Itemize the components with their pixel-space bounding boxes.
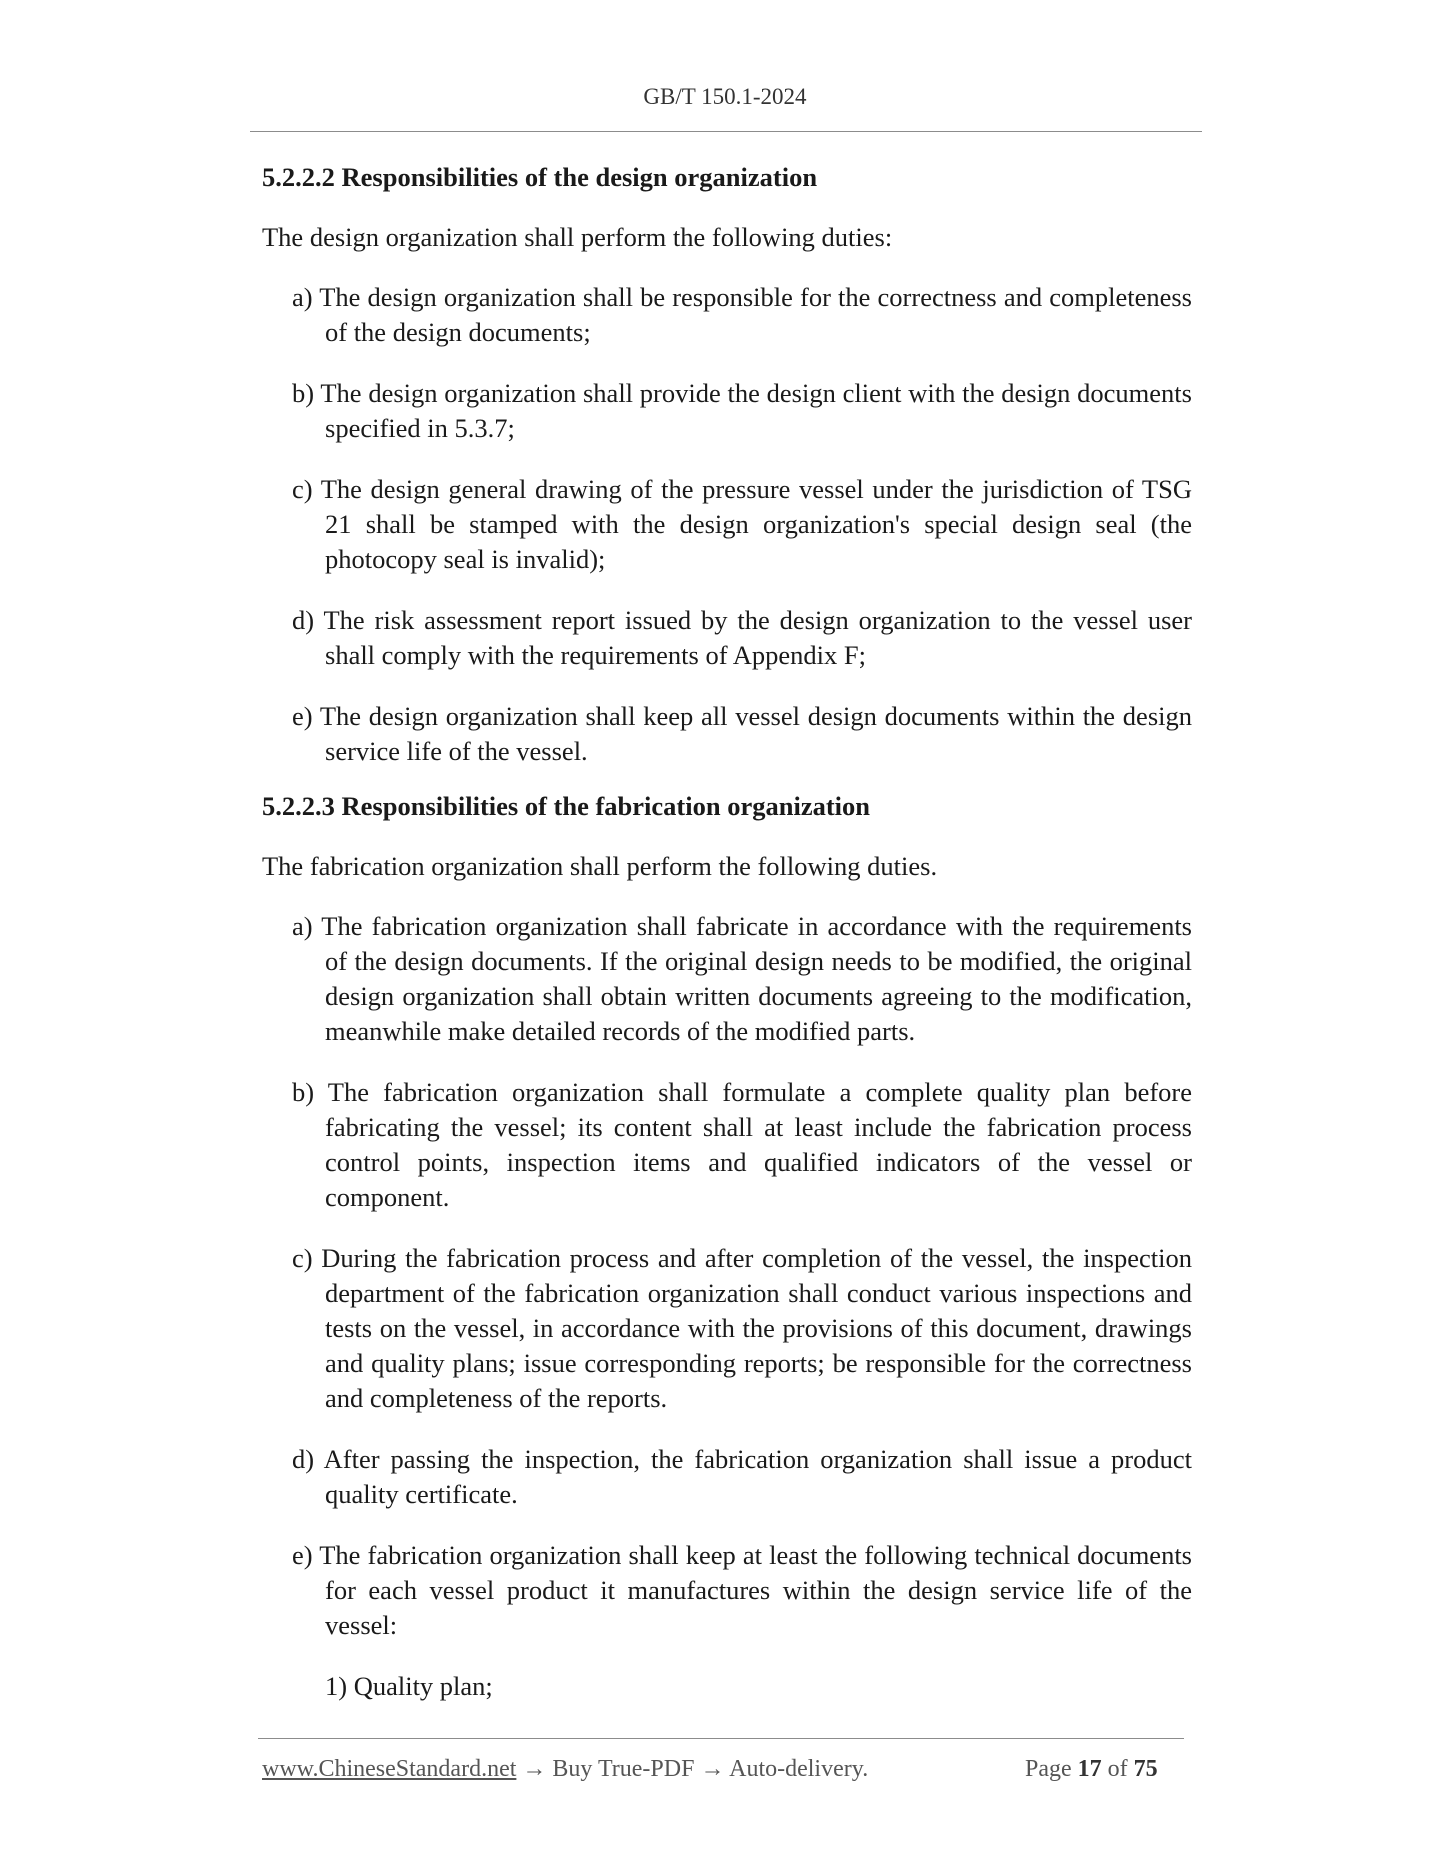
page-header-title: GB/T 150.1-2024	[643, 84, 807, 109]
sub-list-item: 1) Quality plan;	[325, 1671, 493, 1701]
fabrication-duties-list	[262, 909, 1192, 1704]
list-item: e) The design organization shall keep all vessel design documents within the design service life of the vessel.	[292, 701, 1192, 766]
footer-divider	[258, 1738, 1184, 1739]
list-item: e) The fabrication organization shall keep at least the following technical documents for each vessel product it manufactures within the design service life of the vessel:	[292, 1540, 1192, 1640]
list-item: b) The design organization shall provide the design client with the design documents specified in 5.3.7;	[292, 378, 1192, 443]
list-item: c) The design general drawing of the pressure vessel under the jurisdiction of TSG 21 shall be stamped with the design organization's special design seal (the photocopy seal is invalid);	[292, 474, 1192, 574]
header-divider	[250, 131, 1202, 132]
document-body	[262, 160, 1192, 1704]
list-item: c) During the fabrication process and after completion of the vessel, the inspection department of the fabrication organization shall conduct various inspections and tests on the vessel, in accordance with the provisions of this document, drawings and quality plans; issue corresponding reports; be responsible for the correctness and completeness of the reports.	[292, 1243, 1192, 1413]
page-label: Page	[1025, 1756, 1072, 1782]
list-item: a) The fabrication organization shall fabricate in accordance with the requirements of the design documents. If the original design needs to be modified, the original design organization shall obtain written documents agreeing to the modification, meanwhile make detailed records of the modified parts.	[292, 911, 1192, 1046]
section-intro-design: The design organization shall perform the following duties:	[262, 222, 893, 252]
list-item: d) The risk assessment report issued by the design organization to the vessel user shall comply with the requirements of Appendix F;	[292, 605, 1192, 670]
list-item: b) The fabrication organization shall formulate a complete quality plan before fabricating the vessel; its content shall at least include the fabrication process control points, inspection items and qualified indicators of the vessel or component.	[292, 1077, 1192, 1212]
footer-tagline: → Buy True-PDF → Auto-delivery.	[516, 1756, 869, 1782]
section-heading-design: 5.2.2.2 Responsibilities of the design organization	[262, 162, 818, 192]
list-item: d) After passing the inspection, the fabrication organization shall issue a product quality certificate.	[292, 1444, 1192, 1509]
design-duties-list	[262, 280, 1192, 769]
section-heading-fabrication: 5.2.2.3 Responsibilities of the fabrication organization	[262, 791, 871, 821]
page-number: 17	[1077, 1756, 1102, 1782]
footer-promo	[262, 1756, 868, 1783]
section-intro-fabrication: The fabrication organization shall perform the following duties.	[262, 851, 938, 881]
list-item: a) The design organization shall be responsible for the correctness and completeness of the design documents;	[292, 282, 1192, 347]
total-pages: 75	[1133, 1756, 1158, 1782]
of-label: of	[1107, 1756, 1128, 1782]
website-link[interactable]: www.ChineseStandard.net	[262, 1756, 517, 1782]
page-indicator	[1025, 1756, 1158, 1783]
